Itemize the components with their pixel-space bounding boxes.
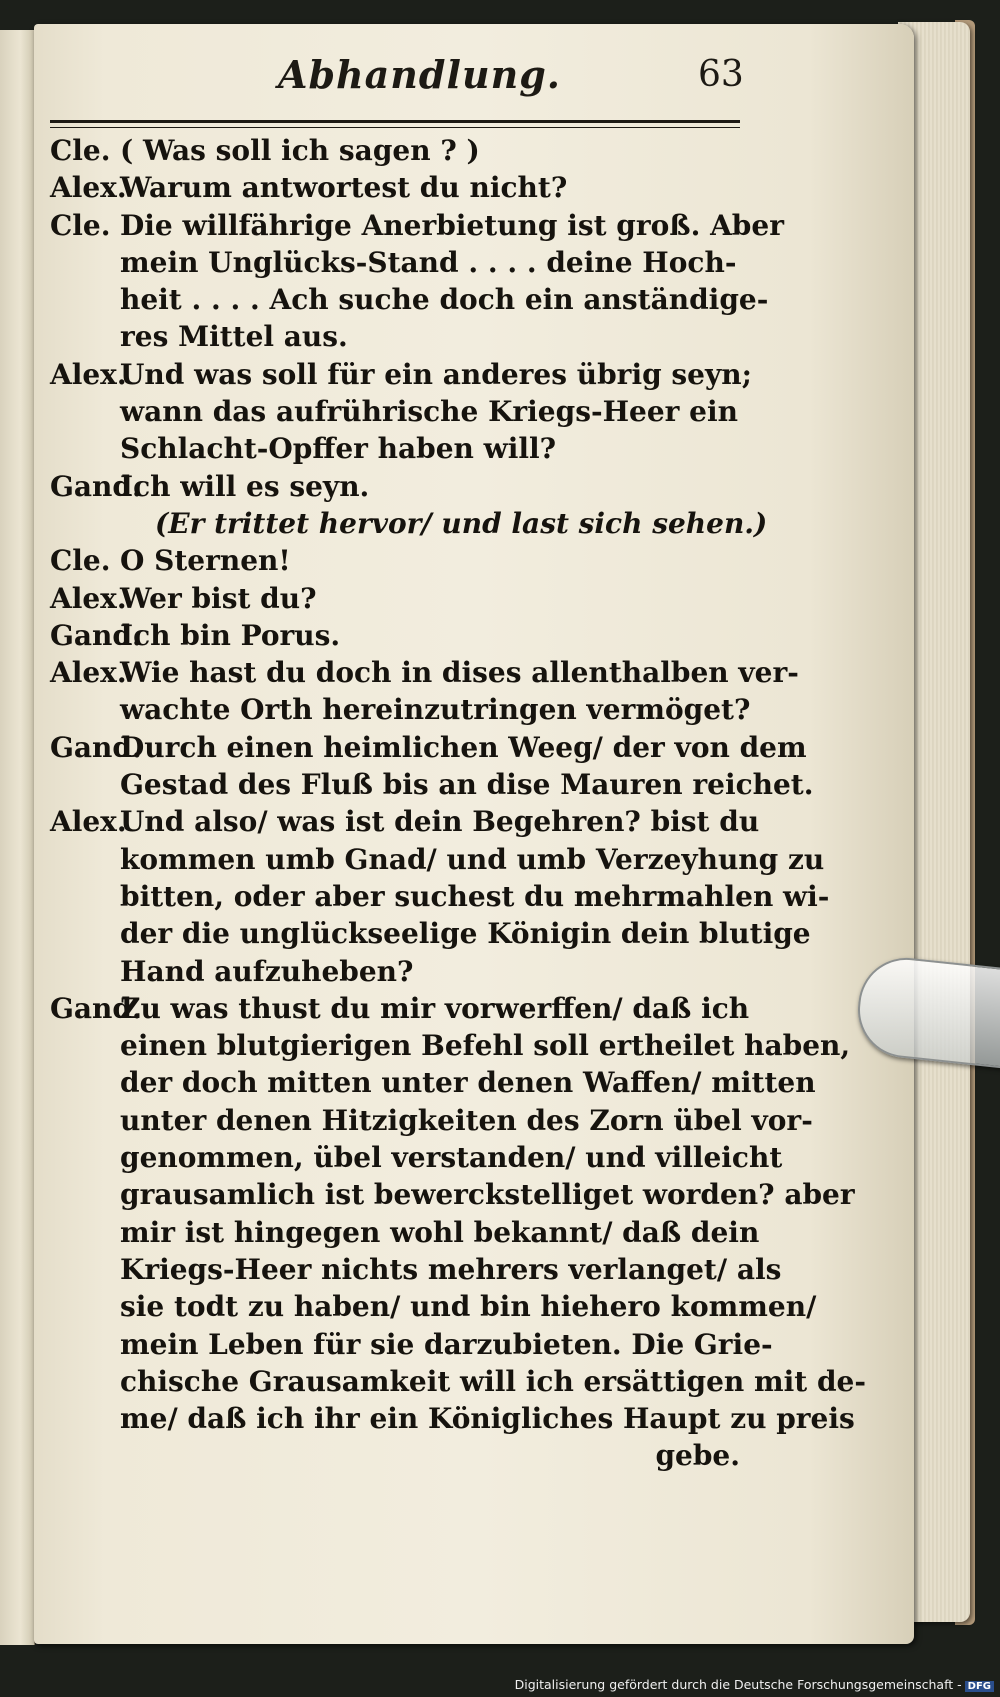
line-text: Gestad des Fluß bis an dise Mauren reichet. <box>120 768 814 802</box>
text-line <box>50 244 750 281</box>
text-line <box>50 281 769 318</box>
text-line <box>50 1326 773 1363</box>
line-text: Ich will es seyn. <box>120 469 370 503</box>
line-text: kommen umb Gnad/ und umb Verzeyhung zu <box>120 842 825 876</box>
line-text: mein Unglücks-Stand . . . . deine Hoch- <box>120 245 737 279</box>
line-text: Durch einen heimlichen Weeg/ der von dem <box>120 730 807 764</box>
text-line <box>50 1400 855 1437</box>
line-text: res Mittel aus. <box>120 320 348 354</box>
text-line <box>50 132 750 169</box>
text-line <box>50 207 784 244</box>
line-text: genommen, übel verstanden/ und villeicht <box>120 1141 783 1175</box>
text-line <box>50 878 830 915</box>
text-line <box>50 169 750 206</box>
text-line <box>50 1214 760 1251</box>
line-text: heit . . . . Ach suche doch ein anständige- <box>120 283 769 317</box>
speaker-name: Cle. <box>50 544 111 578</box>
line-text: me/ daß ich ihr ein Königliches Haupt zu preis <box>120 1402 855 1436</box>
line-text: ( Was soll ich sagen ? ) <box>120 134 480 167</box>
line-text: einen blutgierigen Befehl soll ertheilet haben, <box>120 1029 851 1063</box>
text-line <box>50 1363 866 1400</box>
speaker-name: Cle. <box>50 134 111 167</box>
speaker-name: Alex. <box>50 656 127 690</box>
line-text: mir ist hingegen wohl bekannt/ daß dein <box>120 1215 760 1249</box>
line-text: Und also/ was ist dein Begehren? bist du <box>120 805 760 839</box>
line-text: unter denen Hitzigkeiten des Zorn übel vor- <box>120 1103 813 1137</box>
text-line <box>50 691 750 728</box>
line-text: chische Grausamkeit will ich ersättigen mit de- <box>120 1364 866 1398</box>
page-number: 63 <box>698 54 744 95</box>
speaker-name: Gand. <box>50 991 142 1025</box>
text-line <box>50 1102 813 1139</box>
line-text: Wie hast du doch in dises allenthalben ver- <box>120 656 799 690</box>
text-line <box>50 990 750 1027</box>
line-text: der die unglückseelige Königin dein blutige <box>120 917 811 951</box>
text-line <box>50 953 750 990</box>
text-line <box>50 542 750 579</box>
speaker-name: Alex. <box>50 357 127 391</box>
line-text: bitten, oder aber suchest du mehrmahlen wi- <box>120 879 830 913</box>
speaker-name: Gand. <box>50 618 142 652</box>
text-line <box>50 318 750 355</box>
text-line <box>50 430 750 467</box>
header-rule <box>50 120 740 128</box>
speaker-name: Alex. <box>50 171 127 205</box>
text-line <box>50 654 799 691</box>
line-text: Schlacht-Opffer haben will? <box>120 432 557 466</box>
speaker-name: Gand. <box>50 730 142 764</box>
line-text: Und was soll für ein anderes übrig seyn; <box>120 357 752 391</box>
page-text <box>50 132 866 1475</box>
line-text: (Er trittet hervor/ und last sich sehen.) <box>155 506 768 540</box>
line-text: Warum antwortest du nicht? <box>120 171 568 205</box>
speaker-name: Alex. <box>50 805 127 839</box>
text-line <box>50 617 750 654</box>
text-line <box>50 729 807 766</box>
page-header <box>260 52 744 112</box>
text-line <box>50 393 750 430</box>
text-line <box>50 1251 782 1288</box>
running-head: Abhandlung. <box>278 52 561 97</box>
line-text: Wer bist du? <box>120 581 317 615</box>
text-line <box>50 915 811 952</box>
digitization-credit <box>515 1677 994 1692</box>
dfg-logo: DFG <box>965 1681 994 1692</box>
line-text: Die willfährige Anerbietung ist groß. Aber <box>120 208 784 242</box>
line-text: O Sternen! <box>120 544 291 578</box>
text-line <box>50 766 814 803</box>
line-text: wann das aufrührische Kriegs-Heer ein <box>120 395 738 429</box>
line-text: Kriegs-Heer nichts mehrers verlanget/ als <box>120 1252 782 1286</box>
final-word: gebe. <box>655 1439 740 1473</box>
line-text: grausamlich ist bewerckstelliget worden? aber <box>120 1178 855 1212</box>
line-text: Ich bin Porus. <box>120 618 341 652</box>
left-page-edge <box>0 30 35 1645</box>
text-line <box>50 841 825 878</box>
text-line <box>50 356 750 393</box>
text-line <box>50 1139 783 1176</box>
text-line <box>50 1064 816 1101</box>
text-line <box>50 803 760 840</box>
text-line <box>50 580 750 617</box>
speaker-name: Cle. <box>50 208 111 242</box>
text-line <box>50 1027 851 1064</box>
text-line <box>50 1176 855 1213</box>
text-line <box>50 468 750 505</box>
line-text: der doch mitten unter denen Waffen/ mitten <box>120 1066 816 1100</box>
line-text: sie todt zu haben/ und bin hiehero kommen/ <box>120 1290 817 1324</box>
credit-text: Digitalisierung gefördert durch die Deutsche Forschungsgemeinschaft - <box>514 1677 962 1692</box>
text-line <box>50 1288 817 1325</box>
speaker-name: Gand. <box>50 469 142 503</box>
line-text: Hand aufzuheben? <box>120 954 414 988</box>
line-text: wachte Orth hereinzutringen vermöget? <box>120 693 751 727</box>
stage-direction <box>50 505 768 542</box>
line-text: mein Leben für sie darzubieten. Die Grie- <box>120 1327 773 1361</box>
speaker-name: Alex. <box>50 581 127 615</box>
line-text: Zu was thust du mir vorwerffen/ daß ich <box>120 991 750 1025</box>
